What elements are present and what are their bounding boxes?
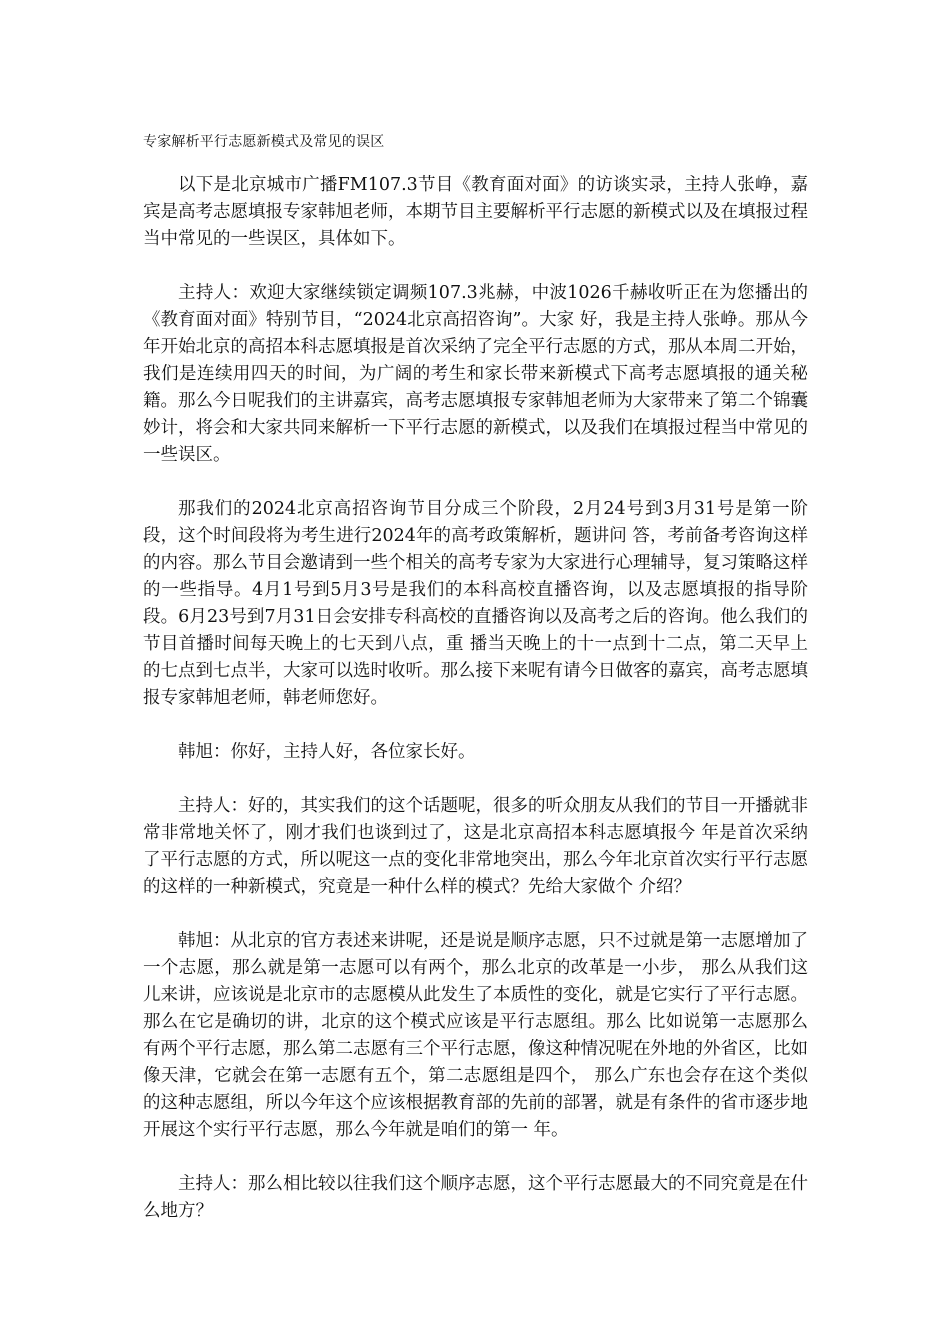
intro-paragraph: 以下是北京城市广播FM107.3节目《教育面对面》的访谈实录，主持人张峥，嘉宾是高考志愿填报专家韩旭老师，本期节目主要解析平行志愿的新模式以及在填报过程当中常见的一些误区，具体如下。 [143,175,808,249]
host-question-paragraph: 主持人：好的，其实我们的这个话题呢，很多的听众朋友从我们的节目一开播就非常非常地关怀了，刚才我们也谈到过了，这是北京高招本科志愿填报今 年是首次采纳了平行志愿的方式，所以呢这一点的变化非常地突出，那么今年北京首次实行平行志愿的这样的一种新模式，究竟是一种什么样的模式？先给大家做个 介绍？ [143,796,808,897]
guest-answer-paragraph: 韩旭：从北京的官方表述来讲呢，还是说是顺序志愿，只不过就是第一志愿增加了一个志愿，那么就是第一志愿可以有两个，那么北京的改革是一小步， 那么从我们这儿来讲，应该说是北京市的志愿模从此发生了本质性的变化，就是它实行了平行志愿。那么在它是确切的讲，北京的这个模式应该是平行志愿组。那么 比如说第一志愿那么有两个平行志愿，那么第二志愿有三个平行志愿，像这种情况呢在外地的外省区，比如像天津，它就会在第一志愿有五个，第二志愿组是四个， 那么广东也会存在这个类似的这种志愿组，所以今年这个应该根据教育部的先前的部署，就是有条件的省市逐步地开展这个实行平行志愿，那么今年就是咱们的第一 年。 [143,931,808,1140]
guest-greeting-paragraph: 韩旭：你好，主持人好，各位家长好。 [178,742,476,762]
host-followup-paragraph: 主持人：那么相比较以往我们这个顺序志愿，这个平行志愿最大的不同究竟是在什么地方？ [143,1174,808,1221]
program-schedule-paragraph: 那我们的2024北京高招咨询节目分成三个阶段，2月24号到3月31号是第一阶段，这个时间段将为考生进行2024年的高考政策解析，题讲问 答，考前备考咨询这样的内容。那么节目会邀请到一些个相关的高考专家为大家进行心理辅导，复习策略这样的一些指导。4月1号到5月3号是我们的本科高校直播咨询，以及志愿填报的指导阶段。6月23号到7月31日会安排专科高校的直播咨询以及高考之后的咨询。他么我们的节目首播时间每天晚上的七天到八点，重 播当天晚上的十一点到十二点，第二天早上的七点到七点半，大家可以选时收听。那么接下来呢有请今日做客的嘉宾，高考志愿填报专家韩旭老师，韩老师您好。 [143,499,808,708]
host-opening-paragraph: 主持人：欢迎大家继续锁定调频107.3兆赫，中波1026千赫收听正在为您播出的《教育面对面》特别节目，“2024北京高招咨询”。大家 好，我是主持人张峥。那从今年开始北京的高招本科志愿填报是首次采纳了完全平行志愿的方式，那从本周二开始，我们是连续用四天的时间，为广阔的考生和家长带来新模式下高考志愿填报的通关秘籍。那么今日呢我们的主讲嘉宾，高考志愿填报专家韩旭老师为大家带来了第二个锦囊妙计，将会和大家共同来解析一下平行志愿的新模式，以及我们在填报过程当中常见的一些误区。 [143,283,808,465]
document-body [143,172,808,1252]
document-title: 专家解析平行志愿新模式及常见的误区 [143,134,385,150]
